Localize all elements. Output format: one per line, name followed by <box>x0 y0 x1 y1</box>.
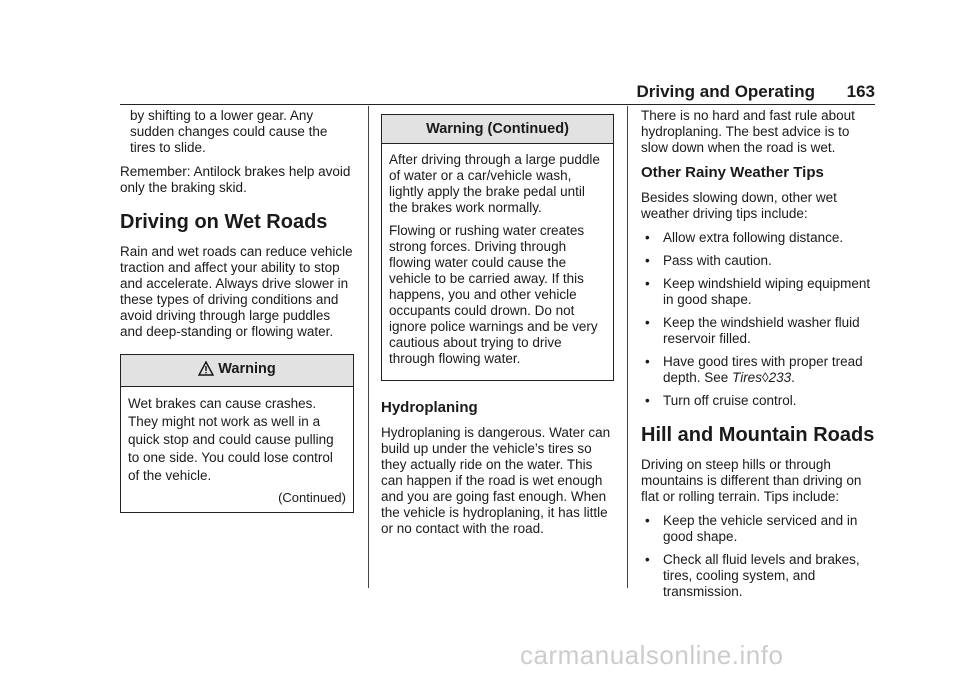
warning-continued-header: Warning (Continued) <box>382 115 613 144</box>
bullet-glyph: • <box>645 393 650 408</box>
list-item: • Turn off cruise control. <box>645 393 797 408</box>
hill-intro: Driving on steep hills or through mountains is different than driving on flat or rolling terrain. Tips include: <box>641 457 862 504</box>
bullet-continuation: by shifting to a lower gear. Any sudden changes could cause the tires to slide. <box>130 108 328 155</box>
hydroplaning-paragraph: Hydroplaning is dangerous. Water can build up under the vehicle’s tires so they actually ride on the water. This can happen if the road is wet enough and you are going fast enough. When the vehicle is hydroplaning, it has little or no contact with the road. <box>381 425 611 536</box>
remember-note: Remember: Antilock brakes help avoid only the braking skid. <box>120 164 351 195</box>
column-divider-1 <box>368 106 369 588</box>
bullet-glyph: • <box>645 230 650 245</box>
warning-continued-body <box>382 144 613 380</box>
warning-box <box>120 354 354 513</box>
heading-wet-roads: Driving on Wet Roads <box>120 211 328 233</box>
header-rule <box>120 104 875 105</box>
warning-title: Warning <box>218 361 276 377</box>
warning-continued-p1: After driving through a large puddle of water or a car/vehicle wash, lightly apply the brake pedal until the brakes work normally. <box>389 152 600 215</box>
hill-tips-list <box>641 513 877 600</box>
heading-rainy-tips: Other Rainy Weather Tips <box>641 164 824 181</box>
page-number: 163 <box>846 82 875 101</box>
rainy-tips-intro: Besides slowing down, other wet weather driving tips include: <box>641 190 837 221</box>
tires-link[interactable]: Tires <box>732 370 762 385</box>
column-1 <box>120 108 354 513</box>
column-2 <box>381 108 614 545</box>
tires-page-ref[interactable]: 233 <box>768 370 792 385</box>
bullet-glyph: • <box>645 315 650 330</box>
heading-hill-mountain: Hill and Mountain Roads <box>641 424 875 446</box>
warning-header <box>121 355 353 387</box>
heading-hydroplaning: Hydroplaning <box>381 399 478 416</box>
warning-continued-p2: Flowing or rushing water creates strong forces. Driving through flowing water could cause the vehicle to be carried away. If this happens, you and other vehicle occupants could drown. Do not ignore police warnings and be very cautious about trying to drive through flowing water. <box>389 223 598 366</box>
list-item: • Have good tires with proper tread depth. See Tires◊233. <box>645 354 863 385</box>
bullet-glyph: • <box>645 513 650 528</box>
page-header <box>120 82 875 104</box>
warning-body <box>121 387 353 512</box>
bullet-glyph: • <box>645 552 650 567</box>
warning-continued-box <box>381 114 614 381</box>
list-item: • Allow extra following distance. <box>645 230 844 245</box>
page-ref-arrow: ◊ <box>761 370 769 385</box>
section-title: Driving and Operating <box>636 82 815 101</box>
list-item: • Keep windshield wiping equipment in good shape. <box>645 276 871 307</box>
warning-text: Wet brakes can cause crashes. They might not work as well in a quick stop and could cause pulling to one side. You could lose control of the vehicle. <box>128 396 334 483</box>
bullet-glyph: • <box>645 276 650 291</box>
wet-roads-paragraph: Rain and wet roads can reduce vehicle traction and affect your ability to stop and accelerate. Always drive slower in these types of driving conditions and avoid driving through large puddles and deep-standing or flowing water. <box>120 244 353 339</box>
rainy-tips-list <box>641 230 877 409</box>
hydroplaning-advice: There is no hard and fast rule about hydroplaning. The best advice is to slow down when the road is wet. <box>641 108 855 155</box>
column-3 <box>641 108 877 607</box>
column-divider-2 <box>627 106 628 588</box>
list-item: • Keep the vehicle serviced and in good shape. <box>645 513 858 544</box>
continued-label: (Continued) <box>278 490 346 505</box>
bullet-glyph: • <box>645 354 650 369</box>
bullet-glyph: • <box>645 253 650 268</box>
list-item: • Pass with caution. <box>645 253 772 268</box>
list-item: • Keep the windshield washer fluid reservoir filled. <box>645 315 860 346</box>
warning-triangle-icon <box>198 361 214 380</box>
list-item: • Check all fluid levels and brakes, tires, cooling system, and transmission. <box>645 552 860 599</box>
watermark: carmanualsonline.info <box>520 640 784 670</box>
